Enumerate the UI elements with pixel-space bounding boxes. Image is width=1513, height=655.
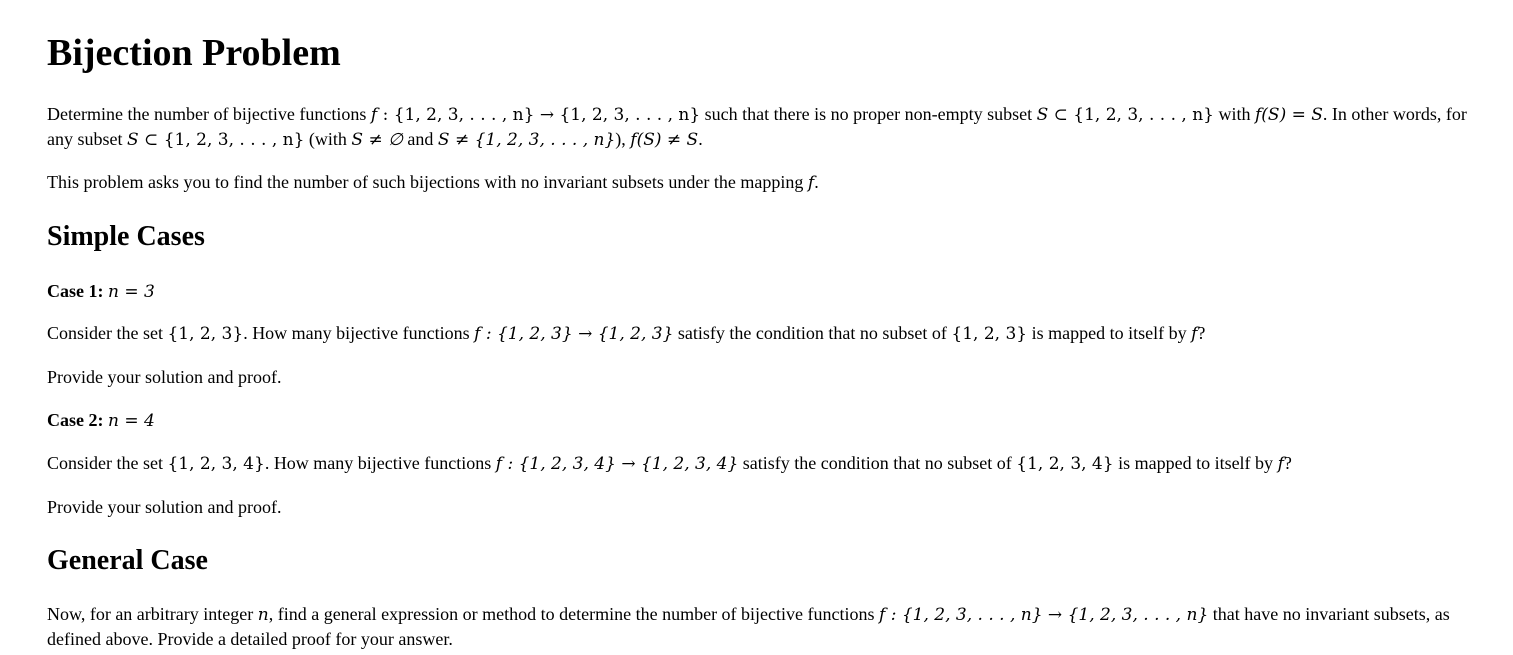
page-title: Bijection Problem [47, 32, 341, 74]
case-1-title: Case 1: n = 3 [47, 281, 155, 302]
intro-paragraph: Determine the number of bijective functions f : {1, 2, 3, . . . , n} → {1, 2, 3, . . . , n} such that there is no proper non-empty subset S ⊂ {1, 2, 3, . . . , n} with f(S) = S. In other words, for any subset S ⊂ {1, 2, 3, . . . , n} (with S ≠ ∅ and S ≠ {1, 2, 3, . . . , n}), f(S) ≠ S. [47, 104, 1467, 150]
general-case-paragraph: Now, for an arbitrary integer n, find a general expression or method to determine the number of bijective functions f : {1, 2, 3, . . . , n} → {1, 2, 3, . . . , n} that have no invariant subsets, as defined above. Provide a detailed proof for your answer. [47, 604, 1450, 649]
case-2-instruction: Provide your solution and proof. [47, 497, 282, 517]
case-2-title: Case 2: n = 4 [47, 410, 155, 431]
case-2-question: Consider the set {1, 2, 3, 4}. How many bijective functions f : {1, 2, 3, 4} → {1, 2, 3, 4} satisfy the condition that no subset of {1, 2, 3, 4} is mapped to itself by f? [47, 453, 1292, 474]
section-heading-simple-cases: Simple Cases [47, 221, 205, 252]
case-1-question: Consider the set {1, 2, 3}. How many bijective functions f : {1, 2, 3} → {1, 2, 3} satisfy the condition that no subset of {1, 2, 3} is mapped to itself by f? [47, 323, 1206, 344]
case-1-instruction: Provide your solution and proof. [47, 367, 282, 387]
section-heading-general-case: General Case [47, 545, 208, 576]
intro-summary-paragraph: This problem asks you to find the number of such bijections with no invariant subsets under the mapping f. [47, 172, 819, 193]
